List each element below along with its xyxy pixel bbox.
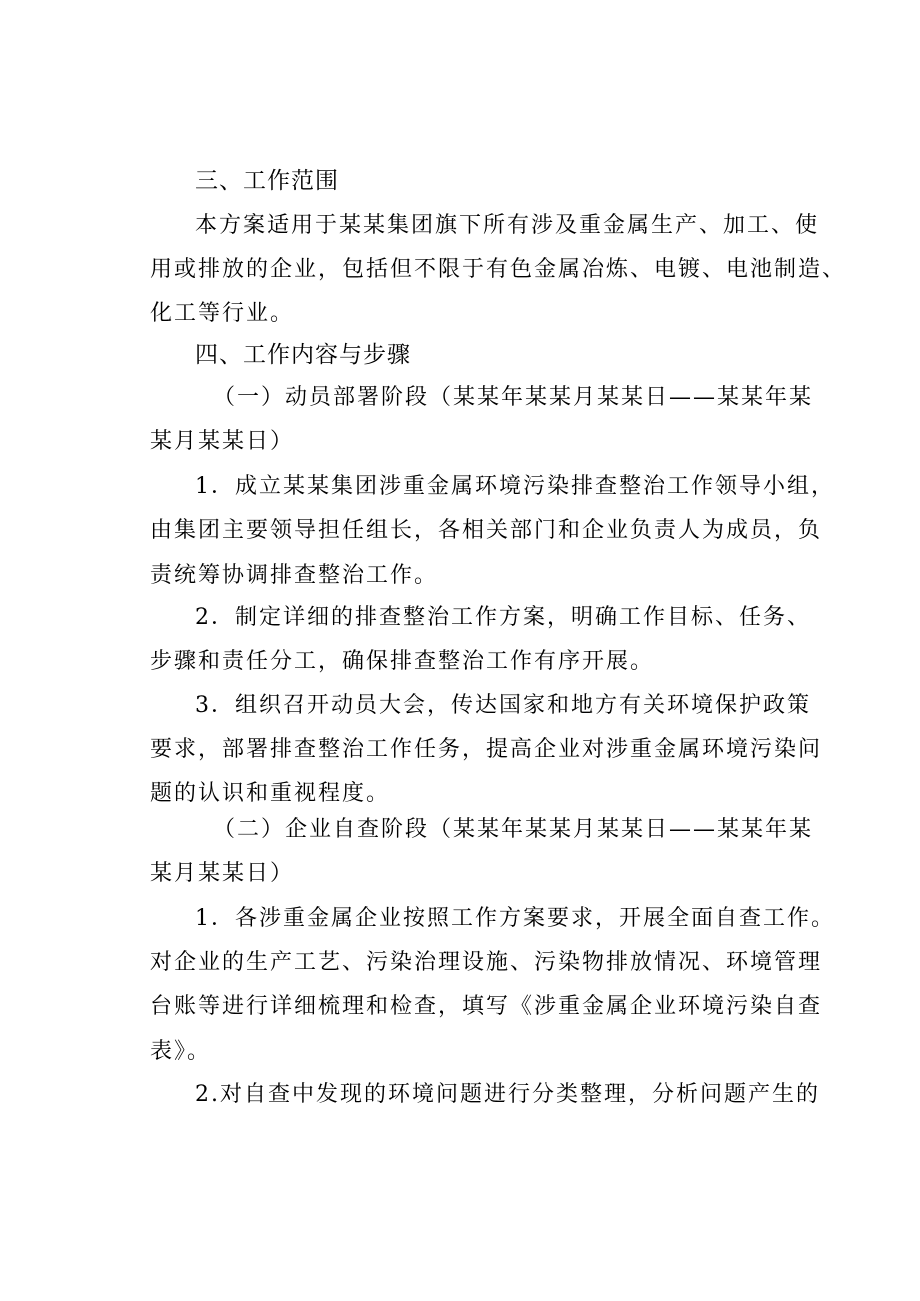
paragraph-line: 本方案适用于某某集团旗下所有涉及重金属生产、加工、使 [195, 213, 820, 238]
section-heading-content-steps: 四、工作内容与步骤 [195, 342, 411, 368]
paragraph-line: 某月某某日） [150, 429, 295, 454]
paragraph-line: 要求，部署排查整治工作任务，提高企业对涉重金属环境污染问 [150, 737, 823, 762]
paragraph-line: 责统筹协调排查整治工作。 [150, 563, 439, 588]
paragraph-line: 题的认识和重视程度。 [150, 781, 391, 806]
paragraph-line: 对企业的生产工艺、污染治理设施、污染物排放情况、环境管理 [150, 950, 823, 975]
list-item-line: 2.对自查中发现的环境问题进行分类整理，分析问题产生的 [195, 1082, 820, 1107]
list-item-line: 1．成立某某集团涉重金属环境污染排查整治工作领导小组， [195, 474, 835, 499]
paragraph-line: 某月某某日） [150, 861, 295, 886]
paragraph-line: 用或排放的企业，包括但不限于有色金属冶炼、电镀、电池制造、 [150, 257, 847, 282]
paragraph-line: 步骤和责任分工，确保排查整治工作有序开展。 [150, 649, 655, 674]
section-heading-scope: 三、工作范围 [195, 168, 339, 194]
list-item-line: 3．组织召开动员大会，传达国家和地方有关环境保护政策 [195, 693, 811, 718]
paragraph-line: 化工等行业。 [150, 301, 295, 326]
paragraph-line: 由集团主要领导担任组长，各相关部门和企业负责人为成员，负 [150, 518, 823, 543]
subsection-heading-self-inspection: （二）企业自查阶段（某某年某某月某某日——某某年某 [213, 817, 814, 842]
subsection-heading-mobilization: （一）动员部署阶段（某某年某某月某某日——某某年某 [213, 385, 814, 410]
list-item-line: 1．各涉重金属企业按照工作方案要求，开展全面自查工作。 [195, 906, 835, 931]
paragraph-line: 表》。 [150, 1039, 212, 1064]
list-item-line: 2．制定详细的排查整治工作方案，明确工作目标、任务、 [195, 605, 811, 630]
paragraph-line: 台账等进行详细梳理和检查，填写《涉重金属企业环境污染自查 [150, 994, 823, 1019]
